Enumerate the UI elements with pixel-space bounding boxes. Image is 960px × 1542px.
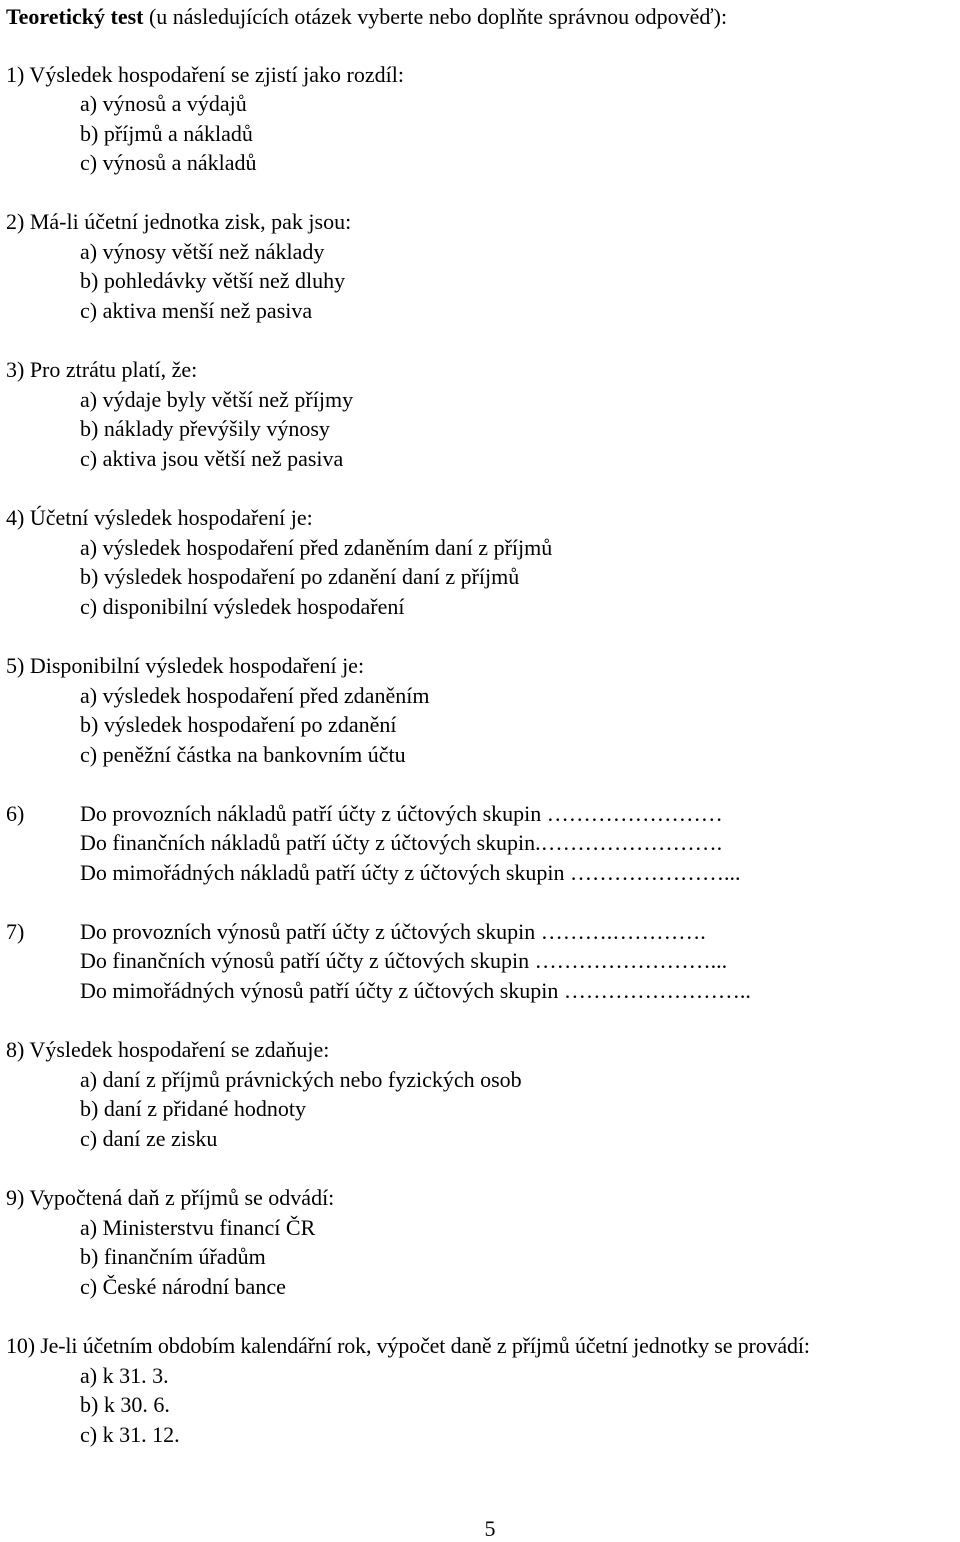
question-4-option-a: a) výsledek hospodaření před zdaněním daní z příjmů xyxy=(80,535,553,560)
title-bold-text: Teoretický test xyxy=(6,4,144,29)
question-4-option-c: c) disponibilní výsledek hospodaření xyxy=(80,594,405,619)
question-8-option-b: b) daní z přidané hodnoty xyxy=(80,1096,307,1121)
question-7-line-1: Do provozních výnosů patří účty z účtových skupin ……….…………. xyxy=(80,919,706,944)
page-title xyxy=(6,4,727,30)
question-3-option-b: b) náklady převýšily výnosy xyxy=(80,416,330,441)
question-2-option-c: c) aktiva menší než pasiva xyxy=(80,298,313,323)
question-5: 5) Disponibilní výsledek hospodaření je: xyxy=(6,653,365,678)
question-9-option-c: c) České národní bance xyxy=(80,1274,286,1299)
question-8-option-a: a) daní z příjmů právnických nebo fyzických osob xyxy=(80,1067,522,1092)
question-9-option-b: b) finančním úřadům xyxy=(80,1244,266,1269)
question-1-option-c: c) výnosů a nákladů xyxy=(80,150,257,175)
question-7-line-2: Do finančních výnosů patří účty z účtových skupin ……………………... xyxy=(80,948,728,973)
question-8-option-c: c) daní ze zisku xyxy=(80,1126,218,1151)
question-8: 8) Výsledek hospodaření se zdaňuje: xyxy=(6,1037,330,1062)
question-6-line-2: Do finančních nákladů patří účty z účtových skupin.……………………. xyxy=(80,830,723,855)
question-5-option-a: a) výsledek hospodaření před zdaněním xyxy=(80,683,430,708)
question-6-number: 6) xyxy=(6,801,25,826)
question-7-line-3: Do mimořádných výnosů patří účty z účtových skupin …………………….. xyxy=(80,978,751,1003)
title-instructions: (u následujících otázek vyberte nebo doplňte správnou odpověď): xyxy=(143,4,728,29)
question-10-option-b: b) k 30. 6. xyxy=(80,1392,170,1417)
page-number: 5 xyxy=(484,1516,496,1541)
question-5-option-b: b) výsledek hospodaření po zdanění xyxy=(80,712,397,737)
question-6-line-1: Do provozních nákladů patří účty z účtových skupin …………………… xyxy=(80,801,723,826)
question-3: 3) Pro ztrátu platí, že: xyxy=(6,357,198,382)
question-3-option-c: c) aktiva jsou větší než pasiva xyxy=(80,446,344,471)
question-1-option-b: b) příjmů a nákladů xyxy=(80,121,253,146)
question-2-option-a: a) výnosy větší než náklady xyxy=(80,239,325,264)
question-7-number: 7) xyxy=(6,919,25,944)
question-9: 9) Vypočtená daň z příjmů se odvádí: xyxy=(6,1185,335,1210)
question-10-option-c: c) k 31. 12. xyxy=(80,1422,180,1447)
question-1: 1) Výsledek hospodaření se zjistí jako rozdíl: xyxy=(6,62,404,87)
question-1-option-a: a) výnosů a výdajů xyxy=(80,91,247,116)
question-6-line-3: Do mimořádných nákladů patří účty z účtových skupin …………………... xyxy=(80,860,741,885)
question-4-option-b: b) výsledek hospodaření po zdanění daní z příjmů xyxy=(80,564,520,589)
question-4: 4) Účetní výsledek hospodaření je: xyxy=(6,505,313,530)
question-3-option-a: a) výdaje byly větší než příjmy xyxy=(80,387,354,412)
question-10: 10) Je-li účetním obdobím kalendářní rok, výpočet daně z příjmů účetní jednotky se provádí: xyxy=(6,1333,810,1358)
question-2: 2) Má-li účetní jednotka zisk, pak jsou: xyxy=(6,209,352,234)
question-9-option-a: a) Ministerstvu financí ČR xyxy=(80,1215,316,1240)
question-10-option-a: a) k 31. 3. xyxy=(80,1363,169,1388)
question-5-option-c: c) peněžní částka na bankovním účtu xyxy=(80,742,406,767)
question-2-option-b: b) pohledávky větší než dluhy xyxy=(80,268,346,293)
